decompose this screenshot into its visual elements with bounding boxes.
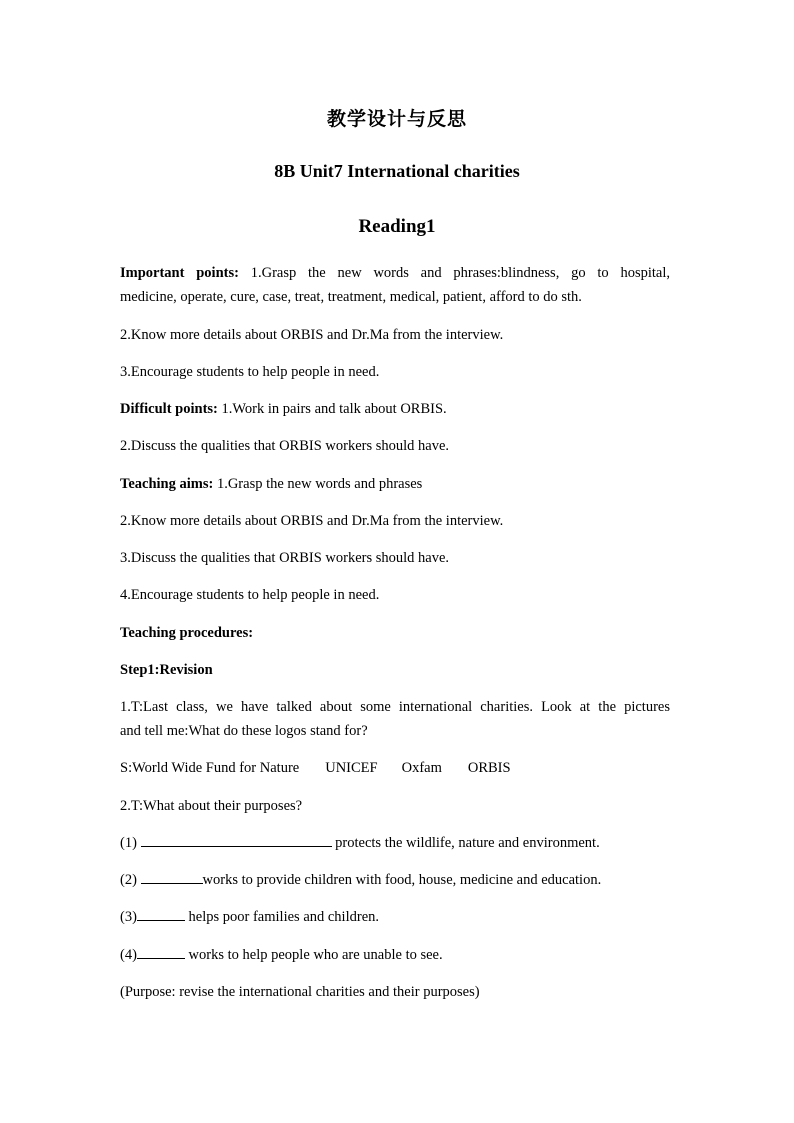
unit-title: 8B Unit7 International charities: [274, 161, 520, 181]
important-points-label: Important points:: [120, 265, 239, 281]
answer-wwf: S:World Wide Fund for Nature: [120, 760, 300, 776]
teaching-aim-4: 4.Encourage students to help people in need.: [120, 587, 380, 603]
procedures-heading: Teaching procedures:: [120, 625, 254, 641]
fill-blank-4: [120, 943, 670, 967]
teaching-aims-text1: 1.Grasp the new words and phrases: [213, 476, 423, 492]
fill-blank-3: [120, 905, 670, 929]
fill4-blank: [137, 944, 185, 959]
fill3-text: helps poor families and children.: [184, 909, 380, 925]
fill2-blank: [141, 869, 203, 884]
step1-heading: Step1:Revision: [120, 662, 213, 678]
answer-orbis: ORBIS: [467, 760, 511, 776]
teaching-aims-label: Teaching aims:: [120, 476, 214, 492]
lesson-title: Reading1: [358, 216, 436, 237]
fill4-text: works to help people who are unable to see.: [184, 947, 443, 963]
teaching-aim-2: 2.Know more details about ORBIS and Dr.Ma from the interview.: [120, 513, 504, 529]
fill2-number: (2): [120, 872, 141, 888]
important-points-line2: medicine, operate, cure, case, treat, treatment, medical, patient, afford to do sth.: [120, 289, 582, 305]
answer-unicef: UNICEF: [325, 760, 378, 776]
chinese-title: 教学设计与反思: [326, 108, 467, 130]
difficult-points-text1: 1.Work in pairs and talk about ORBIS.: [217, 401, 447, 417]
fill1-blank: [141, 832, 332, 847]
important-points-text1: 1.Grasp the new words and phrases:blindness, go to hospital,: [238, 265, 670, 281]
difficult-point-2: 2.Discuss the qualities that ORBIS workers should have.: [120, 438, 450, 454]
important-point-3: 3.Encourage students to help people in need.: [120, 364, 380, 380]
fill2-text: works to provide children with food, house, medicine and education.: [202, 872, 602, 888]
fill4-number: (4): [120, 947, 137, 963]
teaching-aim-3: 3.Discuss the qualities that ORBIS workers should have.: [120, 550, 450, 566]
difficult-points-line1: [120, 397, 670, 421]
question1-line1: 1.T:Last class, we have talked about some international charities. Look at the pictures: [120, 699, 670, 715]
answer-oxfam: Oxfam: [401, 760, 442, 776]
fill1-number: (1): [120, 835, 141, 851]
fill-blank-1: [120, 831, 670, 855]
difficult-points-label: Difficult points:: [120, 401, 218, 417]
teaching-aims-line1: [120, 472, 670, 496]
fill3-number: (3): [120, 909, 137, 925]
student-answer: [120, 756, 670, 780]
question2: 2.T:What about their purposes?: [120, 798, 303, 814]
fill3-blank: [137, 906, 185, 921]
important-points-line1: [120, 261, 670, 285]
fill1-text: protects the wildlife, nature and environment.: [331, 835, 600, 851]
purpose-note: (Purpose: revise the international charities and their purposes): [120, 984, 480, 1000]
fill-blank-2: [120, 868, 670, 892]
important-point-2: 2.Know more details about ORBIS and Dr.Ma from the interview.: [120, 327, 504, 343]
question1-line2: and tell me:What do these logos stand for?: [120, 723, 368, 739]
